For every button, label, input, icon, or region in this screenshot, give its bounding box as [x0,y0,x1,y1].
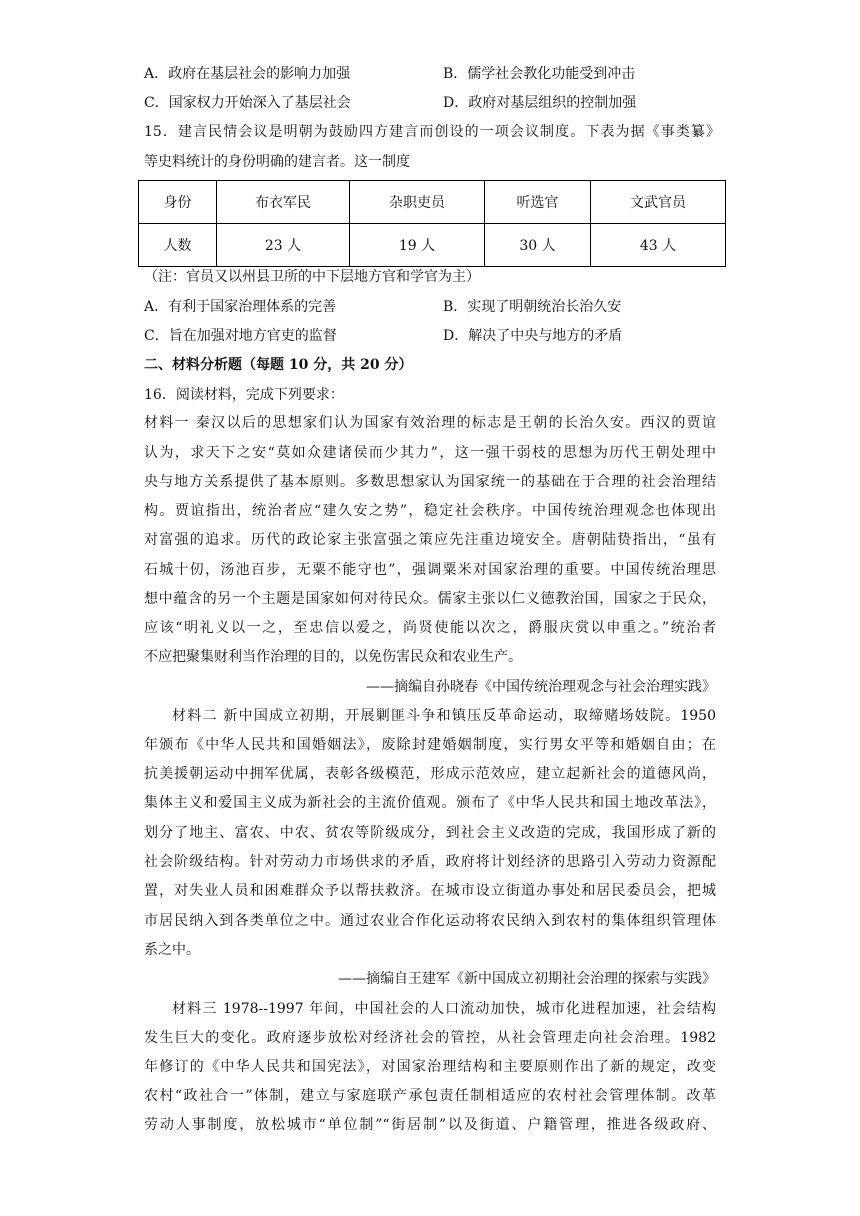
material1-line: 构。贾谊指出，统治者应“建久安之势”，稳定社会秩序。中国传统治理观念也体现出 [144,503,716,519]
material3-line: 年修订的《中华人民共和国宪法》，对国家治理结构和主要原则作出了新的规定，改变 [144,1059,716,1075]
table-cell: 杂职吏员 [350,181,485,224]
table-row [139,181,726,224]
material2-line: 市居民纳入到各类单位之中。通过农业合作化运动将农民纳入到农村的集体组织管理体 [144,913,716,929]
material2-line: 材料二 新中国成立初期，开展剿匪斗争和镇压反革命运动，取缔赌场妓院。1950 [172,708,716,724]
material2-source: ——摘编自王建军《新中国成立初期社会治理的探索与实践》 [338,971,716,987]
q15-stem-line2: 等史料统计的身份明确的建言者。这一制度 [144,154,410,170]
material1-line: 石城十仞，汤池百步，无粟不能守也”，强调粟米对国家治理的重要。中国传统治理思 [144,562,716,578]
q15-note: （注：官员又以州县卫所的中下层地方官和学官为主） [144,269,480,285]
section-heading: 二、材料分析题（每题 10 分，共 20 分） [144,357,413,373]
q14-option-d: D．政府对基层组织的控制加强 [443,95,637,111]
q15-option-b: B．实现了明朝统治长治久安 [443,299,622,315]
table-cell: 19 人 [350,224,485,267]
material2-line: 系之中。 [144,942,200,958]
material3-line: 发生巨大的变化。政府逐步放松对经济社会的管控，从社会管理走向社会治理。1982 [144,1030,716,1046]
table-cell: 人数 [139,224,217,267]
q15-table [138,180,726,267]
table-cell: 布衣军民 [217,181,350,224]
q14-option-b: B．儒学社会教化功能受到冲击 [443,66,636,82]
material1-line: 认为，求天下之安“莫如众建诸侯而少其力”，这一强干弱枝的思想为历代王朝处理中 [144,445,716,461]
material1-line: 对富强的追求。历代的政论家主张富强之策应先注重边境安全。唐朝陆贽指出，“虽有 [144,532,716,548]
material1-line: 不应把聚集财利当作治理的目的，以免伤害民众和农业生产。 [144,649,522,665]
q14-option-a: A．政府在基层社会的影响力加强 [144,66,351,82]
table-cell: 30 人 [485,224,591,267]
material2-line: 集体主义和爱国主义成为新社会的主流价值观。颁布了《中华人民共和国土地改革法》， [144,795,716,811]
material2-line: 抗美援朝运动中拥军优属，表彰各级模范，形成示范效应，建立起新社会的道德风尚， [144,766,716,782]
table-cell: 43 人 [591,224,726,267]
q14-option-c: C．国家权力开始深入了基层社会 [144,95,351,111]
material2-line: 年颁布《中华人民共和国婚姻法》，废除封建婚姻制度，实行男女平等和婚姻自由；在 [144,737,716,753]
material1-line: 央与地方关系提供了基本原则。多数思想家认为国家统一的基础在于合理的社会治理结 [144,474,716,490]
q15-stem-line1: 15．建言民情会议是明朝为鼓励四方建言而创设的一项会议制度。下表为据《事类纂》 [144,124,720,140]
table-cell: 听选官 [485,181,591,224]
material1-source: ——摘编自孙晓春《中国传统治理观念与社会治理实践》 [366,679,716,695]
material2-line: 社会阶级结构。针对劳动力市场供求的矛盾，政府将计划经济的思路引入劳动力资源配 [144,854,716,870]
material1-line: 想中蕴含的另一个主题是国家如何对待民众。儒家主张以仁义德教治国，国家之于民众， [144,591,716,607]
q15-option-c: C．旨在加强对地方官吏的监督 [144,328,337,344]
material1-line: 材料一 秦汉以后的思想家们认为国家有效治理的标志是王朝的长治久安。西汉的贾谊 [144,415,716,431]
table-row [139,224,726,267]
material2-line: 置，对失业人员和困难群众予以帮扶救济。在城市设立街道办事处和居民委员会，把城 [144,883,716,899]
q15-option-a: A．有利于国家治理体系的完善 [144,299,337,315]
table-cell: 23 人 [217,224,350,267]
q15-option-d: D．解决了中央与地方的矛盾 [443,328,623,344]
table-cell: 文武官员 [591,181,726,224]
material3-line: 农村“政社合一”体制，建立与家庭联产承包责任制相适应的农村社会管理体制。改革 [144,1088,716,1104]
material2-line: 划分了地主、富农、中农、贫农等阶级成分，到社会主义改造的完成，我国形成了新的 [144,825,716,841]
material3-line: 材料三 1978--1997 年间，中国社会的人口流动加快，城市化进程加速，社会结构 [172,1001,716,1017]
table-cell: 身份 [139,181,217,224]
q16-stem: 16．阅读材料，完成下列要求： [144,387,344,403]
material3-line: 劳动人事制度，放松城市“单位制”“街居制”以及街道、户籍管理，推进各级政府、 [144,1117,716,1133]
material1-line: 应该“明礼义以一之，至忠信以爱之，尚贤使能以次之，爵服庆赏以申重之。”统治者 [144,620,716,636]
